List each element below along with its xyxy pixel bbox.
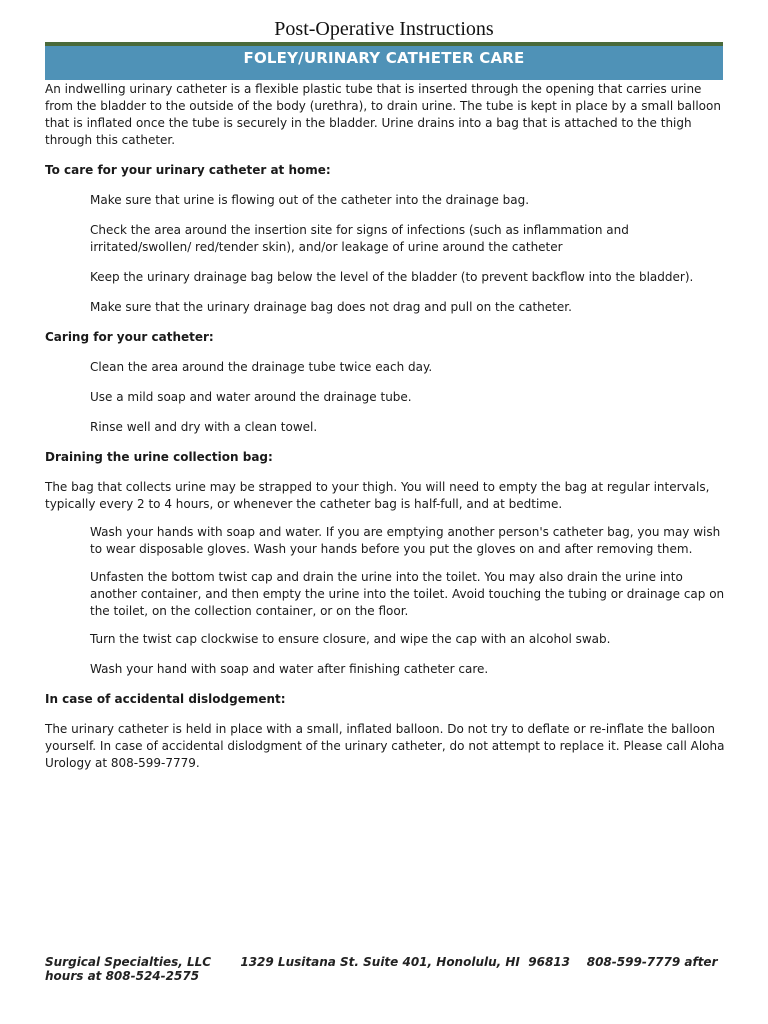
document-title: Post-Operative Instructions <box>274 18 494 40</box>
draining-item: Turn the twist cap clockwise to ensure closure, and wipe the cap with an alcohol swab. <box>90 632 611 646</box>
home-care-item: Make sure that urine is flowing out of the catheter into the drainage bag. <box>90 193 530 207</box>
home-care-item: Keep the urinary drainage bag below the level of the bladder (to prevent backflow into the bladder). <box>90 270 694 284</box>
footer-company: Surgical Specialties, LLC <box>45 955 212 969</box>
draining-item: Wash your hands with soap and water. If you are emptying another person's catheter bag, you may wish to wear disposable gloves. Wash your hands before you put the gloves on and after removing them. <box>90 525 721 556</box>
catheter-care-item: Use a mild soap and water around the drainage tube. <box>90 390 412 404</box>
catheter-care-heading: Caring for your catheter: <box>45 330 214 344</box>
document-body <box>45 81 725 783</box>
intro-paragraph: An indwelling urinary catheter is a flexible plastic tube that is inserted through the opening that carries urine from the bladder to the outside of the body (urethra), to drain urine. The tube is kept in place by a small balloon that is inflated once the tube is securely in the bladder. Urine drains into a bag that is attached to the thigh through this catheter. <box>45 82 721 147</box>
catheter-care-item: Clean the area around the drainage tube twice each day. <box>90 360 433 374</box>
home-care-heading: To care for your urinary catheter at home: <box>45 163 331 177</box>
footer-phone: 808-599-7779 after hours at 808-524-2575 <box>45 955 718 983</box>
draining-paragraph: The bag that collects urine may be strapped to your thigh. You will need to empty the bag at regular intervals, typically every 2 to 4 hours, or whenever the catheter bag is half-full, and at bedtime. <box>45 480 710 511</box>
catheter-care-item: Rinse well and dry with a clean towel. <box>90 420 318 434</box>
dislodgement-paragraph: The urinary catheter is held in place with a small, inflated balloon. Do not try to deflate or re-inflate the balloon yourself. In case of accidental dislodgment of the urinary catheter, do not attempt to replace it. Please call Aloha Urology at 808-599-7779. <box>45 722 725 770</box>
draining-item: Unfasten the bottom twist cap and drain the urine into the toilet. You may also drain the urine into another container, and then empty the urine into the toilet. Avoid touching the tubing or drainage cap on the toilet, on the collection container, or on the floor. <box>90 570 725 618</box>
home-care-item: Check the area around the insertion site for signs of infections (such as inflammation and irritated/swollen/ red/tender skin), and/or leakage of urine around the catheter <box>90 223 629 254</box>
home-care-item: Make sure that the urinary drainage bag does not drag and pull on the catheter. <box>90 300 572 314</box>
section-banner: FOLEY/URINARY CATHETER CARE <box>45 46 723 80</box>
dislodgement-heading: In case of accidental dislodgement: <box>45 692 286 706</box>
footer-address: 1329 Lusitana St. Suite 401, Honolulu, HI 96813 <box>240 955 571 969</box>
draining-heading: Draining the urine collection bag: <box>45 450 273 464</box>
page-footer <box>45 955 725 983</box>
draining-item: Wash your hand with soap and water after finishing catheter care. <box>90 662 489 676</box>
